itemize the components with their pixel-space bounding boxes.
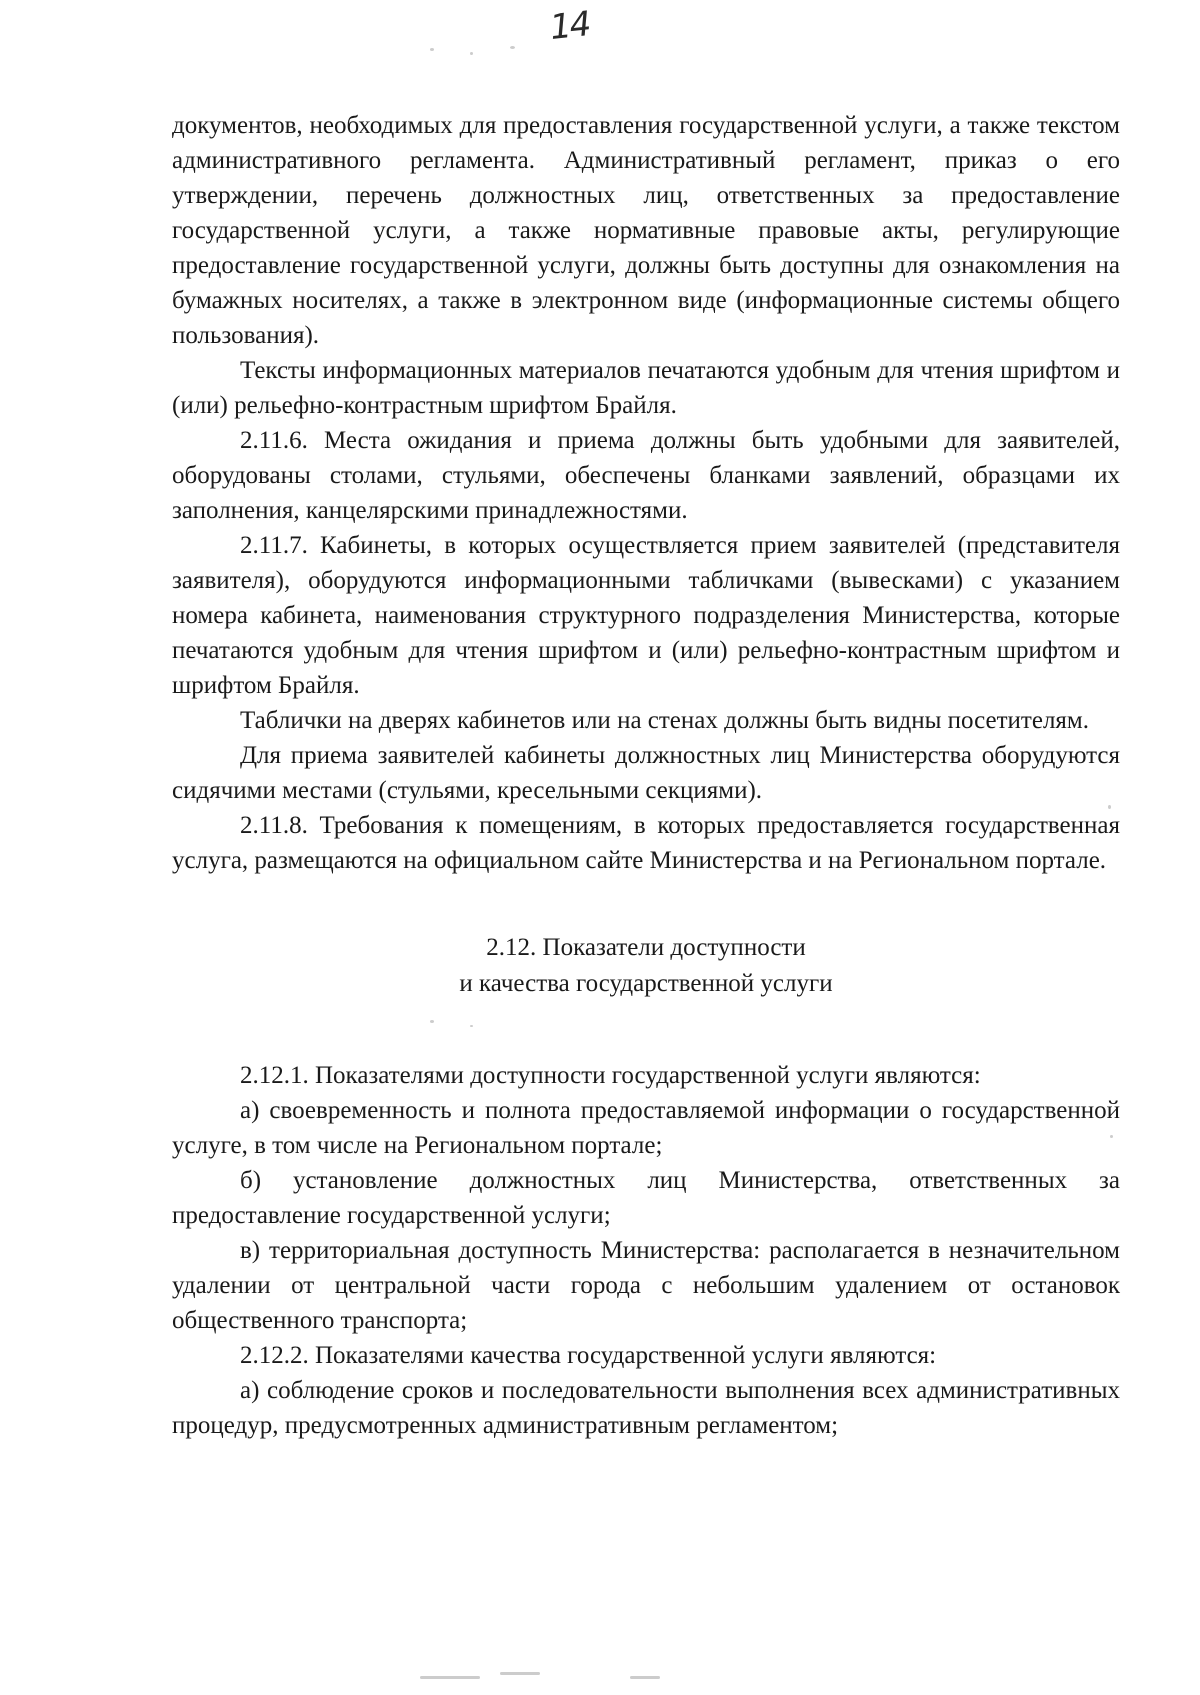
scan-speck (500, 1672, 540, 1675)
paragraph-seating: Для приема заявителей кабинеты должностных лиц Министерства оборудуются сидячими местами (стульями, кресельными секциями). (172, 742, 1120, 804)
scan-speck (510, 46, 515, 49)
paragraph-braille-fonts: Тексты информационных материалов печатаются удобным для чтения шрифтом и (или) рельефно-контрастным шрифтом Брайля. (172, 357, 1120, 419)
list-item-a-deadlines: а) соблюдение сроков и последовательности выполнения всех административных процедур, предусмотренных административным регламентом; (172, 1377, 1120, 1439)
paragraph-2-11-8: 2.11.8. Требования к помещениям, в которых предоставляется государственная услуга, размещаются на официальном сайте Министерства и на Региональном портале. (172, 812, 1120, 874)
intro-paragraph: документов, необходимых для предоставления государственной услуги, а также текстом административного регламента. Административный регламент, приказ о его утверждении, перечень должностных лиц, ответственных за предоставление государственной услуги, а также нормативные правовые акты, регулирующие предоставление государственной услуги, должны быть доступны для ознакомления на бумажных носителях, а также в электронном виде (информационные системы общего пользования). (172, 112, 1120, 349)
section-heading-line-2: и качества государственной услуги (459, 970, 833, 997)
scan-speck (470, 52, 473, 55)
paragraph-door-signs: Таблички на дверях кабинетов или на стенах должны быть видны посетителям. (240, 707, 1089, 734)
scan-speck (1108, 805, 1111, 809)
list-item-b-officials: б) установление должностных лиц Министерства, ответственных за предоставление государственной услуги; (172, 1167, 1120, 1229)
paragraph-2-12-1: 2.12.1. Показателями доступности государственной услуги являются: (240, 1062, 981, 1089)
paragraph-2-11-6: 2.11.6. Места ожидания и приема должны быть удобными для заявителей, оборудованы столами, стульями, обеспечены бланками заявлений, образцами их заполнения, канцелярскими принадлежностями. (172, 427, 1120, 524)
scan-speck (1110, 1135, 1113, 1138)
list-item-c-territorial: в) территориальная доступность Министерства: располагается в незначительном удалении от центральной части города с небольшим удалением от остановок общественного транспорта; (172, 1237, 1120, 1334)
scan-speck (420, 1676, 480, 1679)
paragraph-2-11-7: 2.11.7. Кабинеты, в которых осуществляется прием заявителей (представителя заявителя), оборудуются информационными табличками (вывесками) с указанием номера кабинета, наименования структурного подразделения Министерства, которые печатаются удобным для чтения шрифтом и (или) рельефно-контрастным шрифтом и шрифтом Брайля. (172, 532, 1120, 699)
section-heading-line-1: 2.12. Показатели доступности (486, 934, 806, 961)
page-number: 14 (548, 4, 592, 48)
document-body (172, 108, 1120, 1443)
section-heading (172, 930, 1120, 1002)
scan-speck (430, 48, 434, 51)
scan-speck (470, 1025, 473, 1027)
scan-speck (630, 1676, 660, 1679)
scan-speck (430, 1020, 434, 1023)
paragraph-2-12-2: 2.12.2. Показателями качества государственной услуги являются: (240, 1342, 937, 1369)
list-item-a-timeliness: а) своевременность и полнота предоставляемой информации о государственной услуге, в том числе на Региональном портале; (172, 1097, 1120, 1159)
